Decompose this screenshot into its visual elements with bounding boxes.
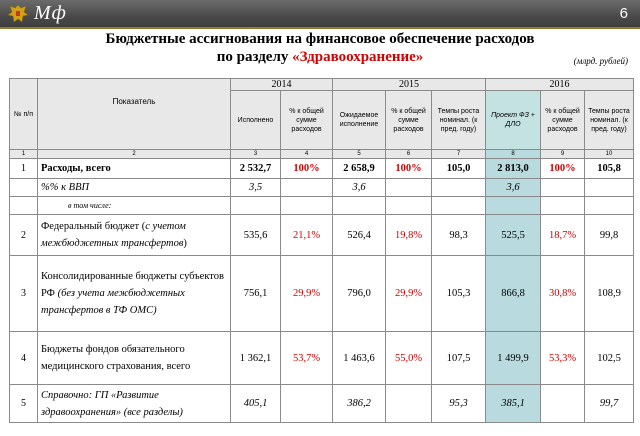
table-row-oms xyxy=(10,332,634,385)
cell-value: 1 362,1 xyxy=(231,332,281,385)
row-label: Расходы, всего xyxy=(38,159,231,179)
budget-table xyxy=(9,78,634,423)
index-cell: 3 xyxy=(231,150,281,159)
slide-number: 6 xyxy=(619,5,628,22)
index-cell: 8 xyxy=(486,150,541,159)
cell-value: 105,0 xyxy=(432,159,486,179)
cell-value: 526,4 xyxy=(333,215,386,256)
cell-empty xyxy=(281,179,333,197)
cell-value: 99,8 xyxy=(585,215,634,256)
row-number: 1 xyxy=(10,159,38,179)
cell-value: 1 499,9 xyxy=(486,332,541,385)
row-number: 3 xyxy=(10,256,38,332)
cell-value: 105,3 xyxy=(432,256,486,332)
title-line-1: Бюджетные ассигнования на финансовое обеспечение расходов xyxy=(105,31,535,47)
index-cell: 5 xyxy=(333,150,386,159)
cell-empty xyxy=(281,385,333,423)
cell-share: 55,0% xyxy=(386,332,432,385)
brand-logo: Мф xyxy=(34,2,67,24)
header-row-years xyxy=(10,79,634,91)
units-note: (млрд. рублей) xyxy=(573,56,628,66)
cell-share: 30,8% xyxy=(541,256,585,332)
row-number xyxy=(10,179,38,197)
index-row xyxy=(10,150,634,159)
row-number xyxy=(10,197,38,215)
header-project: Проект ФЗ + ДЛО xyxy=(486,91,541,150)
cell-empty xyxy=(432,197,486,215)
cell-value: 525,5 xyxy=(486,215,541,256)
cell-share: 100% xyxy=(386,159,432,179)
cell-empty xyxy=(386,385,432,423)
row-label: Бюджеты фондов обязательного медицинского страхования, всего xyxy=(38,332,231,385)
cell-empty xyxy=(386,197,432,215)
cell-value: 866,8 xyxy=(486,256,541,332)
cell-empty xyxy=(541,197,585,215)
row-label-note: с учетом межбюджетных трансфертов xyxy=(41,221,186,249)
cell-value: 385,1 xyxy=(486,385,541,423)
header-year-2016: 2016 xyxy=(486,79,634,91)
cell-empty xyxy=(585,197,634,215)
top-bar xyxy=(0,0,640,29)
cell-value: 3,5 xyxy=(231,179,281,197)
index-cell: 7 xyxy=(432,150,486,159)
index-cell: 4 xyxy=(281,150,333,159)
cell-share: 100% xyxy=(281,159,333,179)
header-growth-2016: Темпы роста номинал. (к пред. году) xyxy=(585,91,634,150)
title-line-2 xyxy=(0,48,640,66)
index-cell: 6 xyxy=(386,150,432,159)
row-label xyxy=(38,215,231,256)
header-year-2015: 2015 xyxy=(333,79,486,91)
header-year-2014: 2014 xyxy=(231,79,333,91)
cell-value: 99,7 xyxy=(585,385,634,423)
cell-share: 53,7% xyxy=(281,332,333,385)
row-label xyxy=(38,256,231,332)
cell-empty xyxy=(432,179,486,197)
cell-empty xyxy=(585,179,634,197)
cell-value: 535,6 xyxy=(231,215,281,256)
header-share-2016: % к общей сумме расходов xyxy=(541,91,585,150)
title-prefix: по разделу xyxy=(216,49,293,65)
row-label: в том числе: xyxy=(38,197,231,215)
table-row-gdp xyxy=(10,179,634,197)
table-row-including xyxy=(10,197,634,215)
header-share-2014: % к общей сумме расходов xyxy=(281,91,333,150)
cell-empty xyxy=(281,197,333,215)
row-label-part: ) xyxy=(183,238,187,249)
cell-value: 1 463,6 xyxy=(333,332,386,385)
table-row-reference xyxy=(10,385,634,423)
cell-share: 100% xyxy=(541,159,585,179)
header-indicator: Показатель xyxy=(38,79,231,150)
row-label: %% к ВВП xyxy=(38,179,231,197)
header-executed: Исполнено xyxy=(231,91,281,150)
cell-value: 796,0 xyxy=(333,256,386,332)
row-label-part: Федеральный бюджет ( xyxy=(41,221,146,232)
cell-empty xyxy=(541,385,585,423)
cell-value: 3,6 xyxy=(333,179,386,197)
cell-value: 2 658,9 xyxy=(333,159,386,179)
row-label-part: Консолидированные бюджеты субъектов РФ xyxy=(41,271,224,299)
page-title xyxy=(0,30,640,66)
cell-value: 108,9 xyxy=(585,256,634,332)
cell-value: 3,6 xyxy=(486,179,541,197)
cell-value: 386,2 xyxy=(333,385,386,423)
cell-empty xyxy=(333,197,386,215)
cell-empty xyxy=(386,179,432,197)
title-highlight: «Здравоохранение» xyxy=(292,49,424,65)
cell-value: 107,5 xyxy=(432,332,486,385)
row-number: 4 xyxy=(10,332,38,385)
row-number: 2 xyxy=(10,215,38,256)
cell-share: 29,9% xyxy=(386,256,432,332)
cell-value: 2 532,7 xyxy=(231,159,281,179)
header-share-2015: % к общей сумме расходов xyxy=(386,91,432,150)
table-row-federal xyxy=(10,215,634,256)
header-growth-2015: Темпы роста номинал. (к пред. году) xyxy=(432,91,486,150)
cell-empty xyxy=(541,179,585,197)
cell-value: 98,3 xyxy=(432,215,486,256)
cell-value: 2 813,0 xyxy=(486,159,541,179)
cell-share: 53,3% xyxy=(541,332,585,385)
cell-value: 102,5 xyxy=(585,332,634,385)
cell-empty xyxy=(486,197,541,215)
table-row-regional xyxy=(10,256,634,332)
index-cell: 9 xyxy=(541,150,585,159)
index-cell: 10 xyxy=(585,150,634,159)
row-label: Справочно: ГП «Развитие здравоохранения» (все разделы) xyxy=(38,385,231,423)
cell-share: 21,1% xyxy=(281,215,333,256)
cell-value: 105,8 xyxy=(585,159,634,179)
cell-value: 756,1 xyxy=(231,256,281,332)
index-cell: 1 xyxy=(10,150,38,159)
header-no: № п/п xyxy=(10,79,38,150)
row-number: 5 xyxy=(10,385,38,423)
cell-value: 95,3 xyxy=(432,385,486,423)
cell-empty xyxy=(231,197,281,215)
cell-value: 405,1 xyxy=(231,385,281,423)
index-cell: 2 xyxy=(38,150,231,159)
cell-share: 29,9% xyxy=(281,256,333,332)
cell-share: 18,7% xyxy=(541,215,585,256)
table-row-total xyxy=(10,159,634,179)
coat-of-arms-icon xyxy=(6,3,30,25)
cell-share: 19,8% xyxy=(386,215,432,256)
header-expected: Ожидаемое исполнение xyxy=(333,91,386,150)
row-label-note: (без учета межбюджетных трансфертов в ТФ ОМС) xyxy=(41,288,185,316)
